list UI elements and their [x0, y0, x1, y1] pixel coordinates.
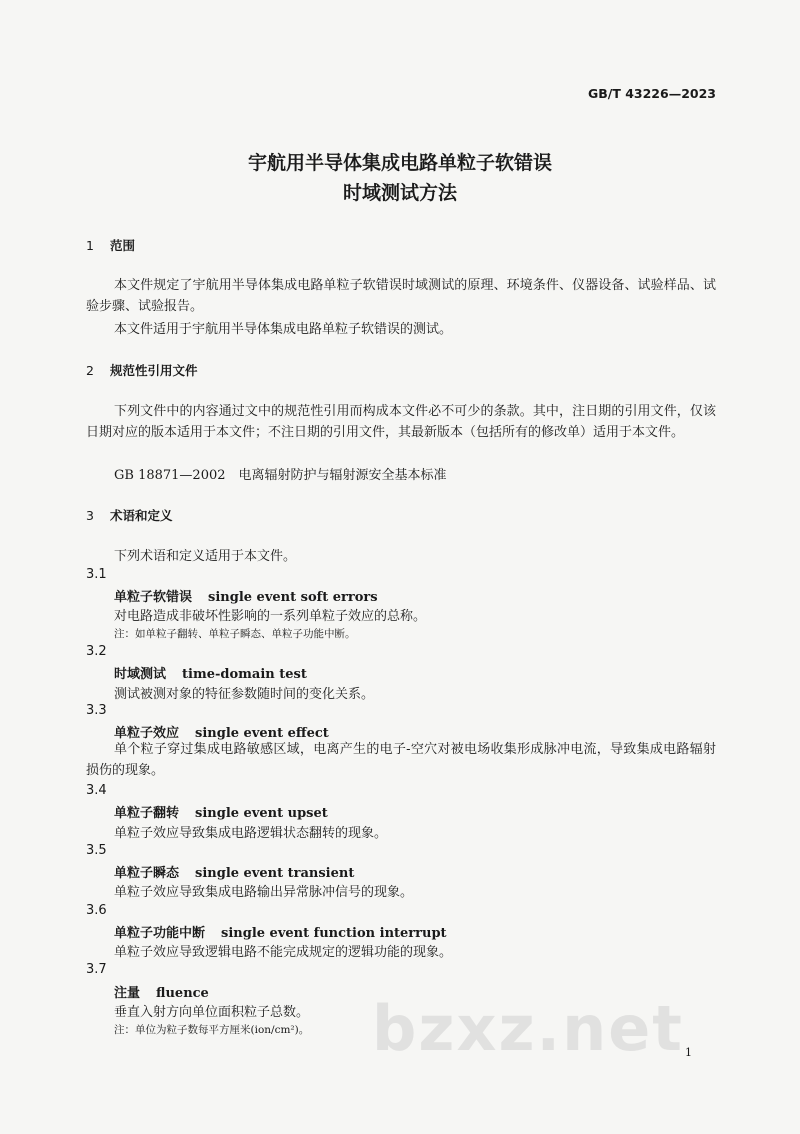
term-heading: [114, 802, 328, 821]
term-heading: [114, 862, 354, 881]
section-2-paragraph: 下列文件中的内容通过文中的规范性引用而构成本文件必不可少的条款。其中，注日期的引用文件，仅该日期对应的版本适用于本文件；不注日期的引用文件，其最新版本（包括所有的修改单）适用于本文件。: [86, 404, 716, 440]
section-number: 2: [86, 363, 94, 378]
term-number: 3.5: [86, 843, 107, 858]
term-en: fluence: [156, 986, 209, 1001]
term-number: 3.7: [86, 962, 107, 977]
term-definition: 对电路造成非破坏性影响的一系列单粒子效应的总称。: [114, 609, 427, 624]
term-en: time-domain test: [182, 667, 307, 682]
term-definition: 单个粒子穿过集成电路敏感区域，电离产生的电子-空穴对被电场收集形成脉冲电流，导致集成电路辐射损伤的现象。: [86, 742, 716, 778]
section-title: 范围: [110, 238, 136, 253]
term-number: 3.2: [86, 644, 107, 659]
section-title: 规范性引用文件: [110, 363, 198, 378]
term-en: single event function interrupt: [221, 926, 447, 941]
section-1-heading: [86, 236, 135, 254]
term-definition: 测试被测对象的特征参数随时间的变化关系。: [114, 687, 375, 702]
term-number: 3.4: [86, 783, 107, 798]
term-zh: 单粒子翻转: [114, 806, 180, 821]
term-zh: 时域测试: [114, 667, 167, 682]
section-1-paragraph-1: 本文件规定了宇航用半导体集成电路单粒子软错误时域测试的原理、环境条件、仪器设备、试验样品、试验步骤、试验报告。: [86, 278, 716, 314]
term-heading: [114, 922, 447, 941]
term-en: single event upset: [195, 806, 328, 821]
term-heading: [114, 982, 209, 1001]
section-title: 术语和定义: [110, 508, 173, 523]
section-2-heading: [86, 361, 198, 379]
section-number: 1: [86, 238, 94, 253]
term-heading: [114, 586, 378, 605]
section-3-intro: 下列术语和定义适用于本文件。: [114, 549, 297, 564]
section-1-paragraph-2: 本文件适用于宇航用半导体集成电路单粒子软错误的测试。: [114, 322, 453, 337]
term-definition: 单粒子效应导致集成电路输出异常脉冲信号的现象。: [114, 885, 414, 900]
title-line-2: 时域测试方法: [342, 182, 457, 204]
term-definition: 单粒子效应导致集成电路逻辑状态翻转的现象。: [114, 826, 388, 841]
term-en: single event transient: [195, 866, 355, 881]
standard-code: GB/T 43226—2023: [587, 86, 716, 101]
term-en: single event effect: [195, 726, 329, 741]
term-zh: 单粒子瞬态: [114, 866, 180, 881]
term-zh: 单粒子功能中断: [114, 926, 206, 941]
term-zh: 注量: [114, 986, 141, 1001]
section-3-heading: [86, 506, 173, 524]
page-number: 1: [685, 1046, 692, 1059]
watermark: bzxz.net: [372, 992, 684, 1065]
term-number: 3.1: [86, 567, 107, 582]
term-heading: [114, 663, 307, 682]
term-number: 3.6: [86, 903, 107, 918]
term-zh: 单粒子效应: [114, 726, 180, 741]
term-definition: 单粒子效应导致逻辑电路不能完成规定的逻辑功能的现象。: [114, 945, 453, 960]
term-note: 注：如单粒子翻转、单粒子瞬态、单粒子功能中断。: [114, 628, 356, 640]
section-number: 3: [86, 508, 94, 523]
term-en: single event soft errors: [208, 590, 378, 605]
term-zh: 单粒子软错误: [114, 590, 193, 605]
term-definition: 垂直入射方向单位面积粒子总数。: [114, 1005, 310, 1020]
title-line-1: 宇航用半导体集成电路单粒子软错误: [247, 152, 552, 174]
normative-reference: GB 18871—2002 电离辐射防护与辐射源安全基本标准: [114, 468, 447, 483]
term-number: 3.3: [86, 703, 107, 718]
term-note: 注：单位为粒子数每平方厘米(ion/cm²)。: [114, 1024, 310, 1036]
